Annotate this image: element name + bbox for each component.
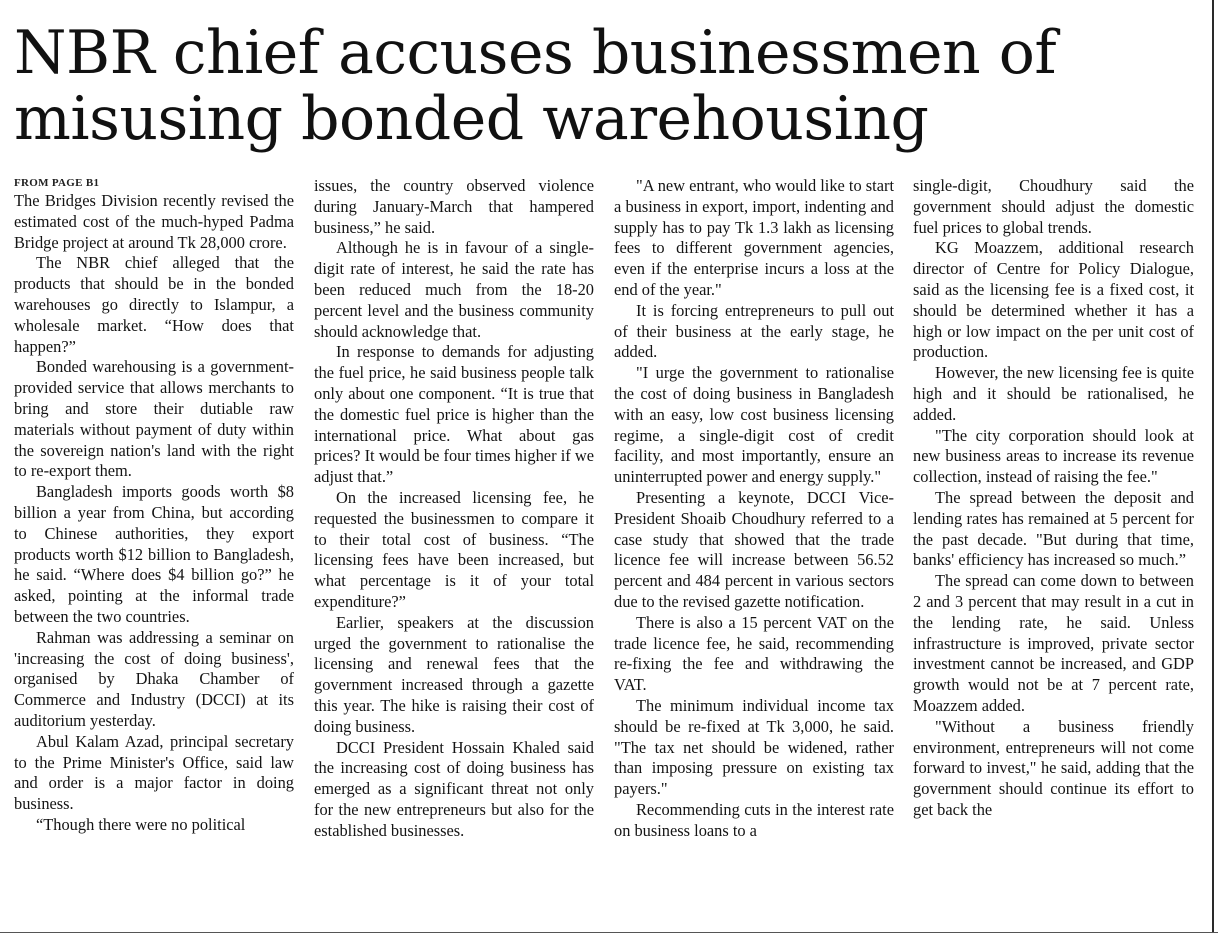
bottom-rule (0, 932, 1218, 933)
paragraph: “Though there were no political (36, 814, 246, 834)
paragraph: Earlier, speakers at the discussion urged the government to rationalise the licensing and renewal fees that the government increased through a gazette this year. The hike is raising their cost of doing business. (314, 612, 594, 736)
paragraph: "The city corporation should look at new business areas to increase its revenue collection, instead of raising the fee." (913, 425, 1194, 487)
paragraph: "A new entrant, who would like to start a business in export, import, indenting and supply has to pay Tk 1.3 lakh as licensing fees to different government agencies, even if the enterprise incurs a loss at the end of the year." (614, 176, 894, 299)
paragraph: DCCI President Hossain Khaled said the increasing cost of doing business has emerged as a significant threat not only for the new entrepreneurs but also for the established businesses. (314, 737, 594, 840)
article-column-2 (314, 176, 594, 910)
paragraph: Rahman was addressing a seminar on 'increasing the cost of doing business', organised by Dhaka Chamber of Commerce and Industry (DCCI) at its auditorium yesterday. (14, 627, 294, 730)
paragraph: Bangladesh imports goods worth $8 billion a year from China, but according to Chinese authorities, they export products worth $12 billion to Bangladesh, he said. “Where does $4 billion go?” he asked, pointing at the informal trade between the two countries. (14, 482, 294, 626)
paragraph: In response to demands for adjusting the fuel price, he said business people talk only about one component. “It is true that the domestic fuel price is higher than the international price. What about gas prices? It would be four times higher if we adjust that.” (314, 342, 594, 487)
headline: NBR chief accuses businessmen of misusing bonded warehousing (14, 18, 1057, 154)
paragraph: Although he is in favour of a single-digit rate of interest, he said the rate has been reduced much from the 18-20 percent level and the business community should acknowledge that. (314, 238, 594, 341)
page-edge-rule (1212, 0, 1214, 932)
paragraph: single-digit, Choudhury said the government should adjust the domestic fuel prices to global trends. (913, 176, 1194, 237)
paragraph: "Without a business friendly environment, entrepreneurs will not come forward to invest," he said, adding that the government should continue its effort to get back the (913, 716, 1194, 819)
article-column-4 (913, 176, 1194, 910)
paragraph: issues, the country observed violence during January-March that hampered business,” he said. (314, 176, 594, 237)
paragraph: The Bridges Division recently revised the estimated cost of the much-hyped Padma Bridge project at around Tk 28,000 crore. (14, 191, 294, 252)
paragraph: Recommending cuts in the interest rate on business loans to a (614, 799, 894, 840)
paragraph: The NBR chief alleged that the products that should be in the bonded warehouses go directly to Islampur, a wholesale market. “How does that happen?” (14, 253, 294, 356)
paragraph: The spread can come down to between 2 and 3 percent that may result in a cut in the lending rate, he said. Unless infrastructure is improved, private sector investment cannot be increased, and GDP growth would not be at 7 percent rate, Moazzem added. (913, 571, 1194, 715)
paragraph: There is also a 15 percent VAT on the trade licence fee, he said, recommending re-fixing the fee and withdrawing the VAT. (614, 612, 894, 695)
paragraph: Bonded warehousing is a government-provided service that allows merchants to bring and store their dutiable raw materials without payment of duty within the sovereign nation's land with the right to re-export them. (14, 357, 294, 481)
paragraph: Presenting a keynote, DCCI Vice-President Shoaib Choudhury referred to a case study that showed that the trade licence fee will increase between 56.52 percent and 484 percent in various sectors due to the revised gazette notification. (614, 487, 894, 611)
paragraph: However, the new licensing fee is quite high and it should be rationalised, he added. (913, 363, 1194, 424)
paragraph: On the increased licensing fee, he requested the businessmen to compare it to their total cost of business. “The licensing fees have been increased, but what percentage is it of your total expenditure?” (314, 487, 594, 611)
paragraph: The spread between the deposit and lending rates has remained at 5 percent for the past decade. "But during that time, banks' efficiency has increased so much.” (913, 487, 1194, 570)
paragraph: It is forcing entrepreneurs to pull out of their business at the early stage, he added. (614, 300, 894, 362)
article-column-1 (14, 176, 294, 910)
article-column-3 (614, 176, 894, 910)
paragraph: Abul Kalam Azad, principal secretary to the Prime Minister's Office, said law and order is a major factor in doing business. (14, 731, 294, 814)
kicker: FROM PAGE B1 (14, 177, 100, 189)
paragraph: "I urge the government to rationalise the cost of doing business in Bangladesh with an easy, low cost business licensing regime, a single-digit cost of credit facility, and most importantly, ensure an uninterrupted power and energy supply." (614, 363, 894, 487)
paragraph: The minimum individual income tax should be re-fixed at Tk 3,000, he said. "The tax net should be widened, rather than imposing pressure on existing tax payers." (614, 695, 894, 799)
paragraph: KG Moazzem, additional research director of Centre for Policy Dialogue, said as the licensing fee is a fixed cost, it should be determined whether it has a high or low impact on the per unit cost of production. (913, 238, 1194, 362)
